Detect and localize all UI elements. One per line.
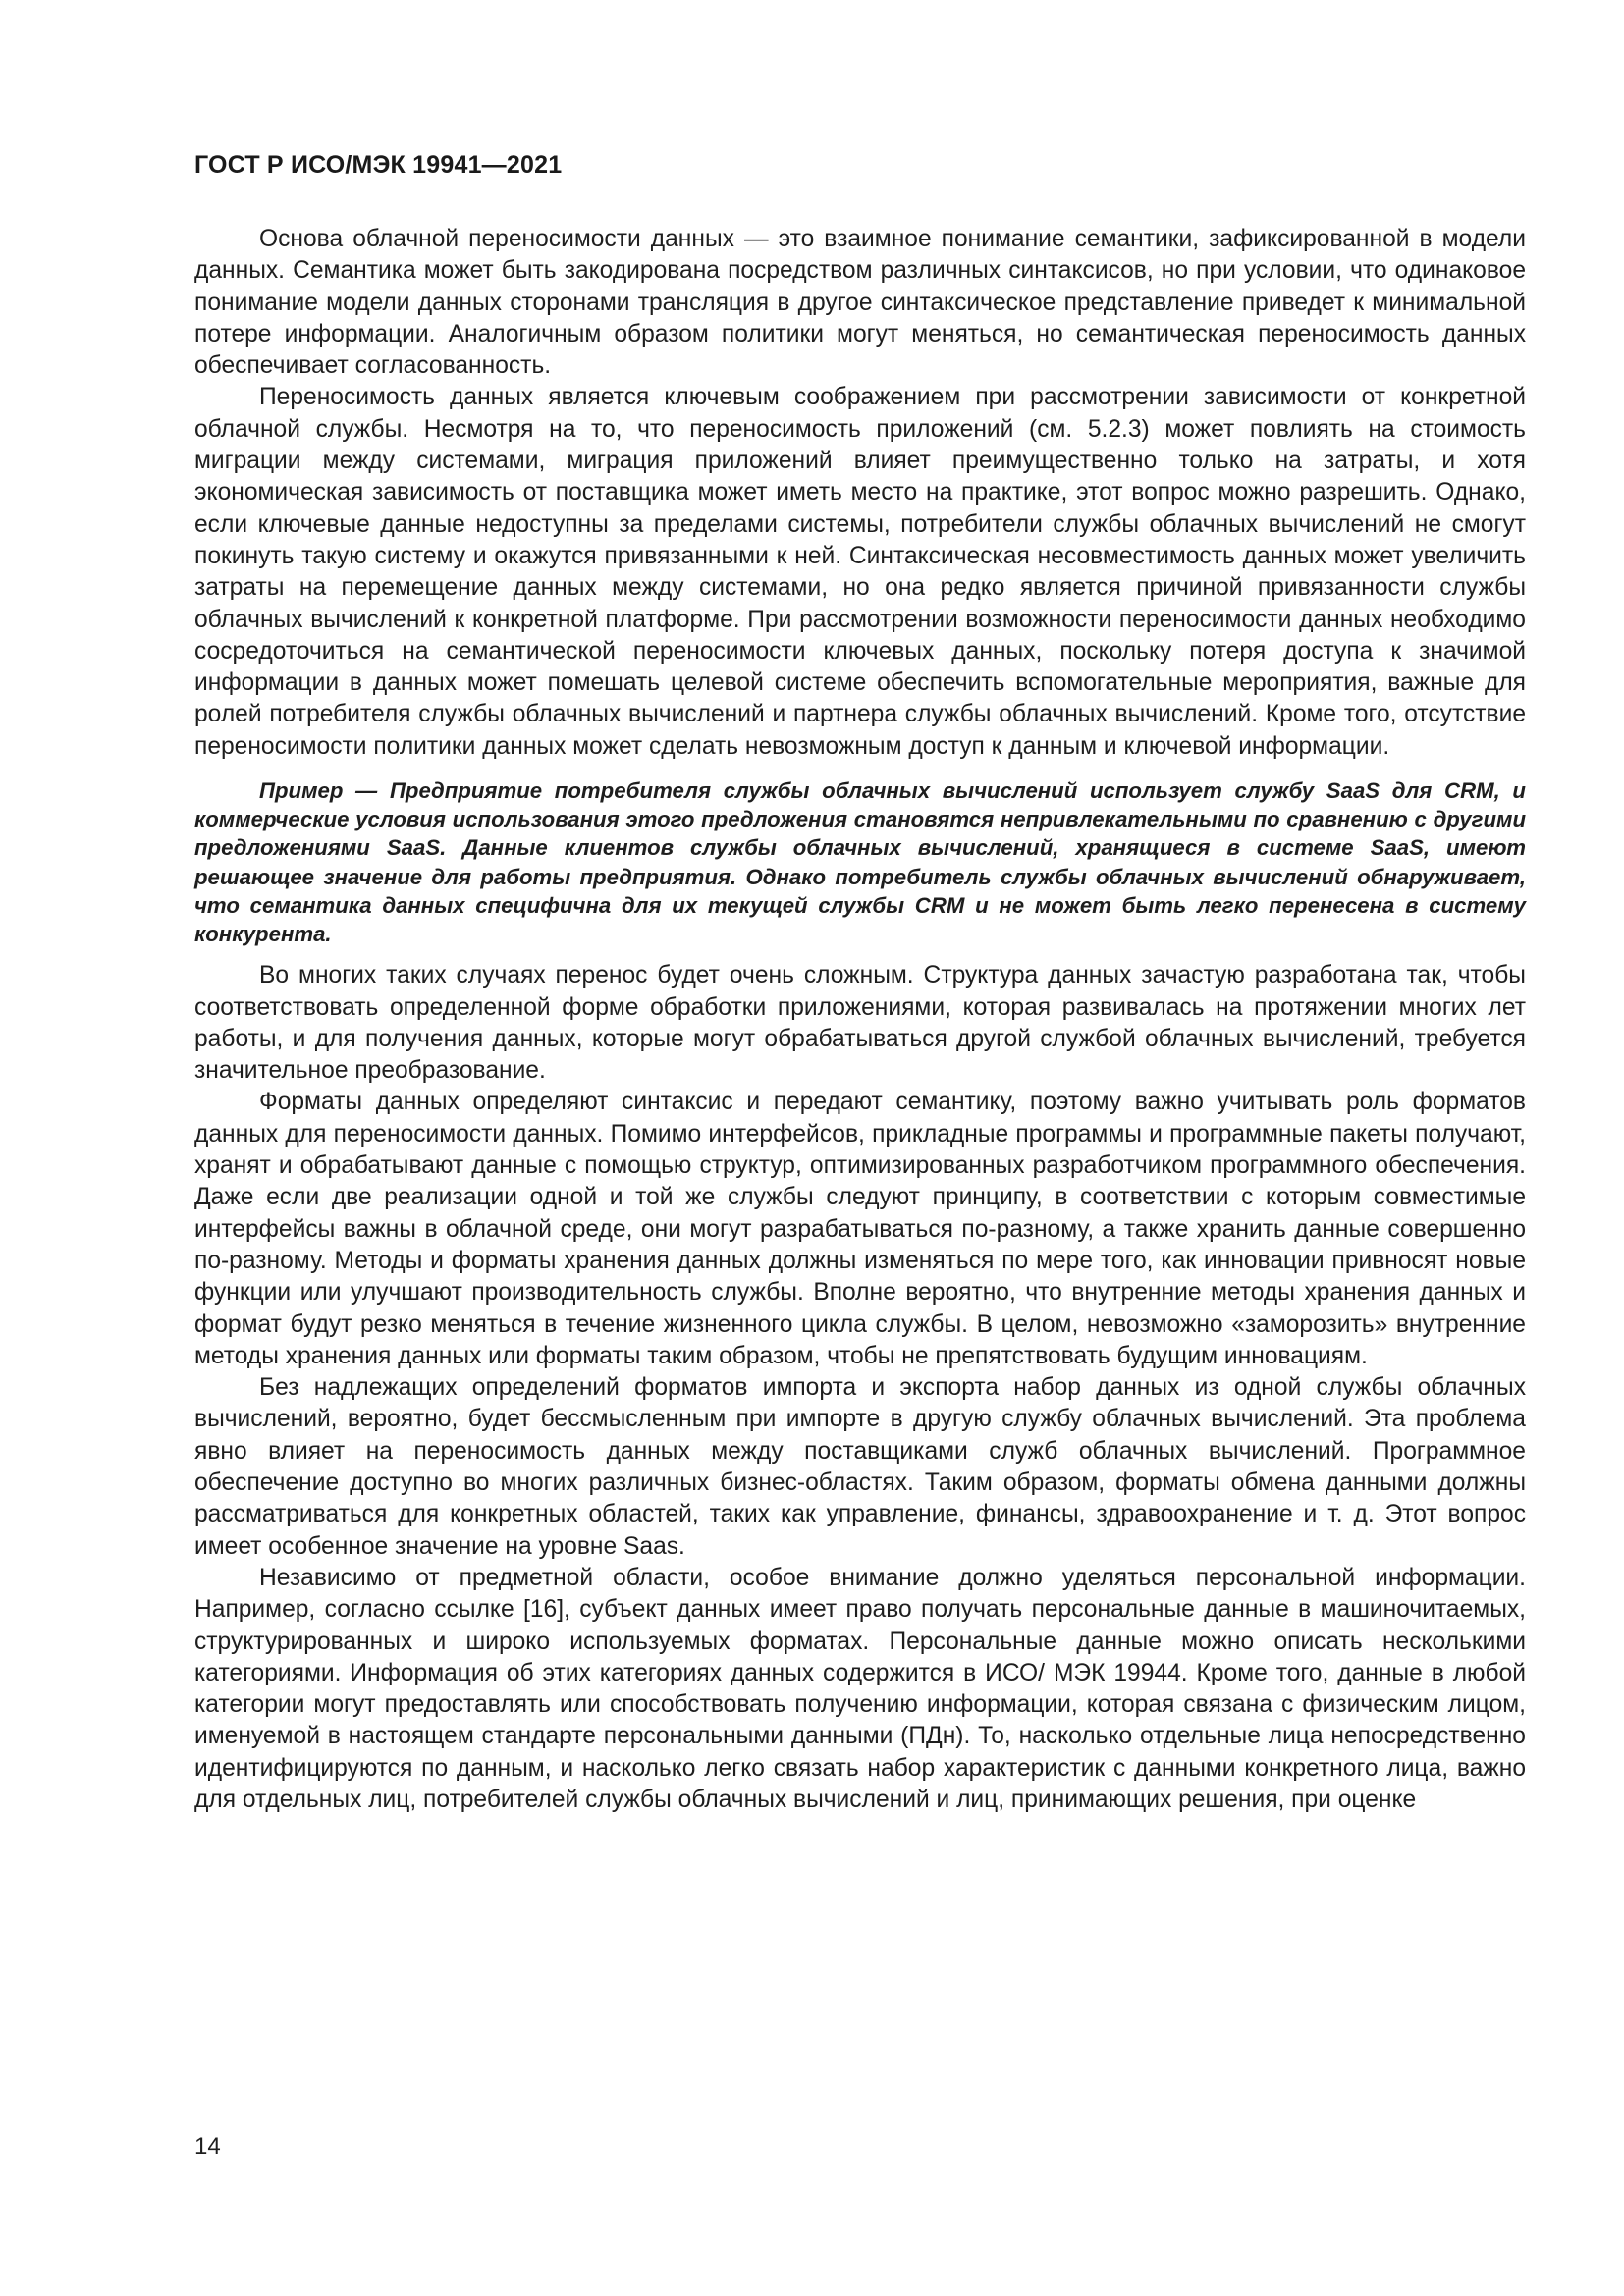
document-page <box>194 0 1526 2296</box>
example-note: Пример — Предприятие потребителя службы облачных вычислений использует службу SaaS для CRM, и коммерческие условия использования этого предложения становятся непривлекательными по сравнению с другими предложениями SaaS. Данные клиентов службы облачных вычислений, хранящиеся в системе SaaS, имеют решающее значение для работы предприятия. Однако потребитель службы облачных вычислений обнаруживает, что семантика данных специфична для их текущей службы CRM и не может быть легко перенесена в систему конкурента. <box>194 778 1526 947</box>
paragraph: Форматы данных определяют синтаксис и передают семантику, поэтому важно учитывать роль форматов данных для переносимости данных. Помимо интерфейсов, прикладные программы и программные пакеты получают, хранят и обрабатывают данные с помощью структур, оптимизированных разработчиком программного обеспечения. Даже если две реализации одной и той же службы следуют принципу, в соответствии с которым совместимые интерфейсы важны в облачной среде, они могут разрабатываться по-разному, а также хранить данные совершенно по-разному. Методы и форматы хранения данных должны изменяться по мере того, как инновации привносят новые функции или улучшают производительность службы. Вполне вероятно, что внутренние методы хранения данных и формат будут резко меняться в течение жизненного цикла службы. В целом, невозможно «заморозить» внутренние методы хранения данных или форматы таким образом, чтобы не препятствовать будущим инновациям. <box>194 1089 1526 1369</box>
document-header: ГОСТ Р ИСО/МЭК 19941—2021 <box>194 151 563 179</box>
paragraph: Независимо от предметной области, особое внимание должно уделяться персональной информации. Например, согласно ссылке [16], субъект данных имеет право получать персональные данные в машиночитаемых, структурированных и широко используемых форматах. Персональные данные можно описать несколькими категориями. Информация об этих категориях данных содержится в ИСО/ МЭК 19944. Кроме того, данные в любой категории могут предоставлять или способствовать получению информации, которая связана с физическим лицом, именуемой в настоящем стандарте персональными данными (ПДн). То, насколько отдельные лица непосредственно идентифицируются по данным, и насколько легко связать набор характеристик с данными конкретного лица, важно для отдельных лиц, потребителей службы облачных вычислений и лиц, принимающих решения, при оценке <box>194 1564 1526 1813</box>
page-number: 14 <box>194 2133 221 2160</box>
paragraph: Переносимость данных является ключевым соображением при рассмотрении зависимости от конкретной облачной службы. Несмотря на то, что переносимость приложений (см. 5.2.3) может повлиять на стоимость миграции между системами, миграция приложений влияет преимущественно только на затраты, и хотя экономическая зависимость от поставщика может иметь место на практике, этот вопрос можно разрешить. Однако, если ключевые данные недоступны за пределами системы, потребители службы облачных вычислений не смогут покинуть такую систему и окажутся привязанными к ней. Синтаксическая несовместимость данных может увеличить затраты на перемещение данных между системами, но она редко является причиной привязанности службы облачных вычислений к конкретной платформе. При рассмотрении возможности переносимости данных необходимо сосредоточиться на семантической переносимости ключевых данных, поскольку потеря доступа к значимой информации в данных может помешать целевой системе обеспечить вспомогательные мероприятия, важные для ролей потребителя службы облачных вычислений и партнера службы облачных вычислений. Кроме того, отсутствие переносимости политики данных может сделать невозможным доступ к данным и ключевой информации. <box>194 384 1526 760</box>
paragraph: Основа облачной переносимости данных — это взаимное понимание семантики, зафиксированной в модели данных. Семантика может быть закодирована посредством различных синтаксисов, но при условии, что одинаковое понимание модели данных сторонами трансляция в другое синтаксическое представление приведет к минимальной потере информации. Аналогичным образом политики могут меняться, но семантическая переносимость данных обеспечивает согласованность. <box>194 226 1526 380</box>
document-body <box>194 224 1526 1816</box>
paragraph: Без надлежащих определений форматов импорта и экспорта набор данных из одной службы облачных вычислений, вероятно, будет бессмысленным при импорте в другую службу облачных вычислений. Эта проблема явно влияет на переносимость данных между поставщиками служб облачных вычислений. Программное обеспечение доступно во многих различных бизнес-областях. Таким образом, форматы обмена данными должны рассматриваться для конкретных областей, таких как управление, финансы, здравоохранение и т. д. Этот вопрос имеет особенное значение на уровне Saas. <box>194 1374 1526 1560</box>
paragraph: Во многих таких случаях перенос будет очень сложным. Структура данных зачастую разработана так, чтобы соответствовать определенной форме обработки приложениями, которая развивалась на протяжении многих лет работы, и для получения данных, которые могут обрабатываться другой службой облачных вычислений, требуется значительное преобразование. <box>194 962 1526 1085</box>
